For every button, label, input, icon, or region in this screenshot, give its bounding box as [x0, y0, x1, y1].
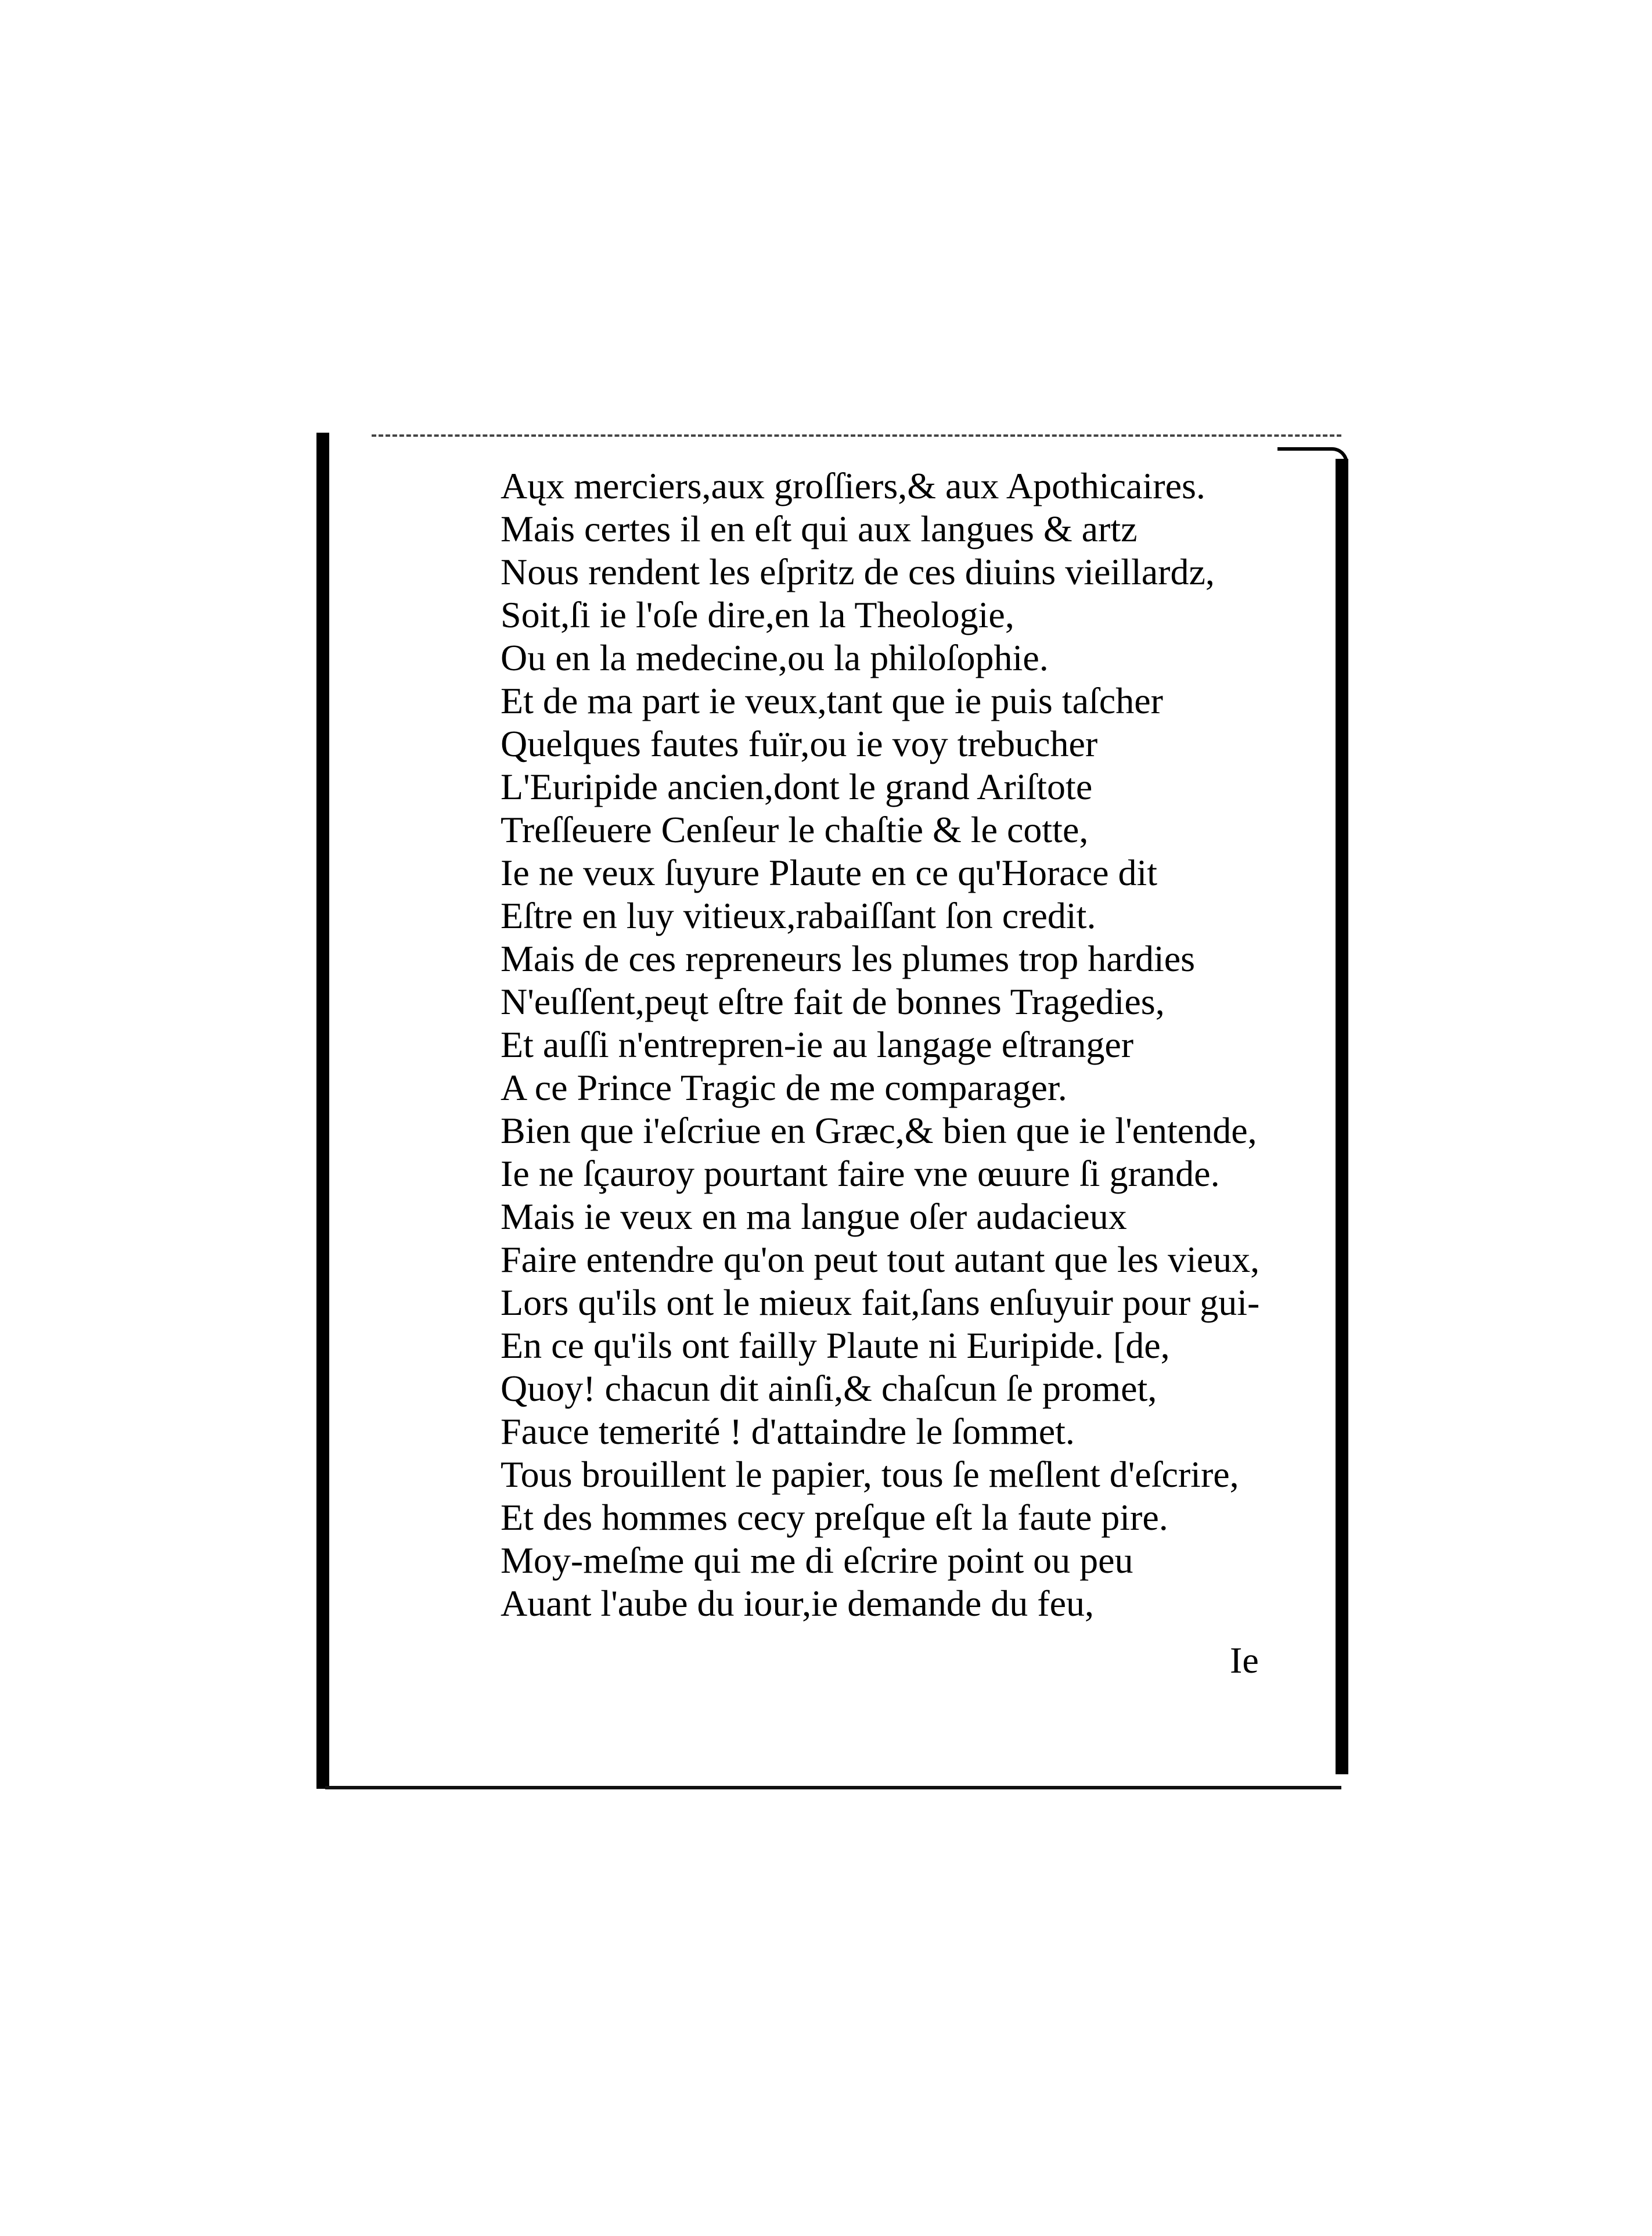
verse-line: N'euſſent,peųt eſtre fait de bonnes Tragedies, [501, 981, 1165, 1022]
verse-line: Faire entendre qu'on peut tout autant que les vieux, [501, 1239, 1260, 1280]
verse-line: Moy-meſme qui me di eſcrire point ou peu [501, 1540, 1133, 1581]
page-left-edge [316, 433, 329, 1789]
catchword: Ie [1230, 1640, 1259, 1681]
verse-line: Ie ne ſçauroy pourtant faire vne œuure ſi grande. [501, 1153, 1220, 1194]
verse-line: Mais de ces repreneurs les plumes trop hardies [501, 938, 1196, 979]
page-right-edge [1336, 459, 1348, 1774]
verse-line: L'Euripide ancien,dont le grand Ariſtote [501, 766, 1093, 807]
verse-line: Mais certes il en eſt qui aux langues & artz [501, 508, 1138, 549]
verse-line: Bien que i'eſcriue en Græc,& bien que ie l'entende, [501, 1110, 1257, 1151]
page-top-edge [372, 434, 1341, 437]
verse-line: A ce Prince Tragic de me comparager. [501, 1067, 1067, 1108]
verse-line: Nous rendent les eſpritz de ces diuins vieillardz, [501, 551, 1215, 592]
verse-line: Eſtre en luy vitieux,rabaiſſant ſon credit. [501, 895, 1096, 936]
verse-line: Et auſſi n'entrepren-ie au langage eſtranger [501, 1024, 1134, 1065]
verse-line: Et de ma part ie veux,tant que ie puis taſcher [501, 680, 1163, 721]
verse-line: Treſſeuere Cenſeur le chaſtie & le cotte, [501, 809, 1089, 850]
verse-line: Ou en la medecine,ou la philoſophie. [501, 637, 1049, 678]
verse-line: En ce qu'ils ont failly Plaute ni Euripide. [de, [501, 1325, 1170, 1366]
verse-line: Quoy! chacun dit ainſi,& chaſcun ſe promet, [501, 1368, 1157, 1409]
verse-line: Mais ie veux en ma langue oſer audacieux [501, 1196, 1127, 1237]
verse-line: Quelques fautes fuïr,ou ie voy trebucher [501, 723, 1098, 764]
page-bottom-edge [325, 1786, 1341, 1789]
verse-line: Soit,ſi ie l'oſe dire,en la Theologie, [501, 594, 1014, 635]
verse-text [501, 465, 1325, 1625]
verse-line: Ie ne veux ſuyure Plaute en ce qu'Horace dit [501, 852, 1158, 893]
verse-line: Aųx merciers,aux groſſiers,& aux Apothicaires. [501, 465, 1205, 506]
verse-line: Lors qu'ils ont le mieux fait,ſans enſuyuir pour gui- [501, 1282, 1260, 1323]
verse-line: Tous brouillent le papier, tous ſe meſlent d'eſcrire, [501, 1454, 1239, 1495]
verse-line: Fauce temerité ! d'attaindre le ſommet. [501, 1411, 1075, 1452]
verse-line: Et des hommes cecy preſque eſt la faute pire. [501, 1497, 1168, 1538]
verse-line: Auant l'aube du iour,ie demande du feu, [501, 1583, 1094, 1624]
